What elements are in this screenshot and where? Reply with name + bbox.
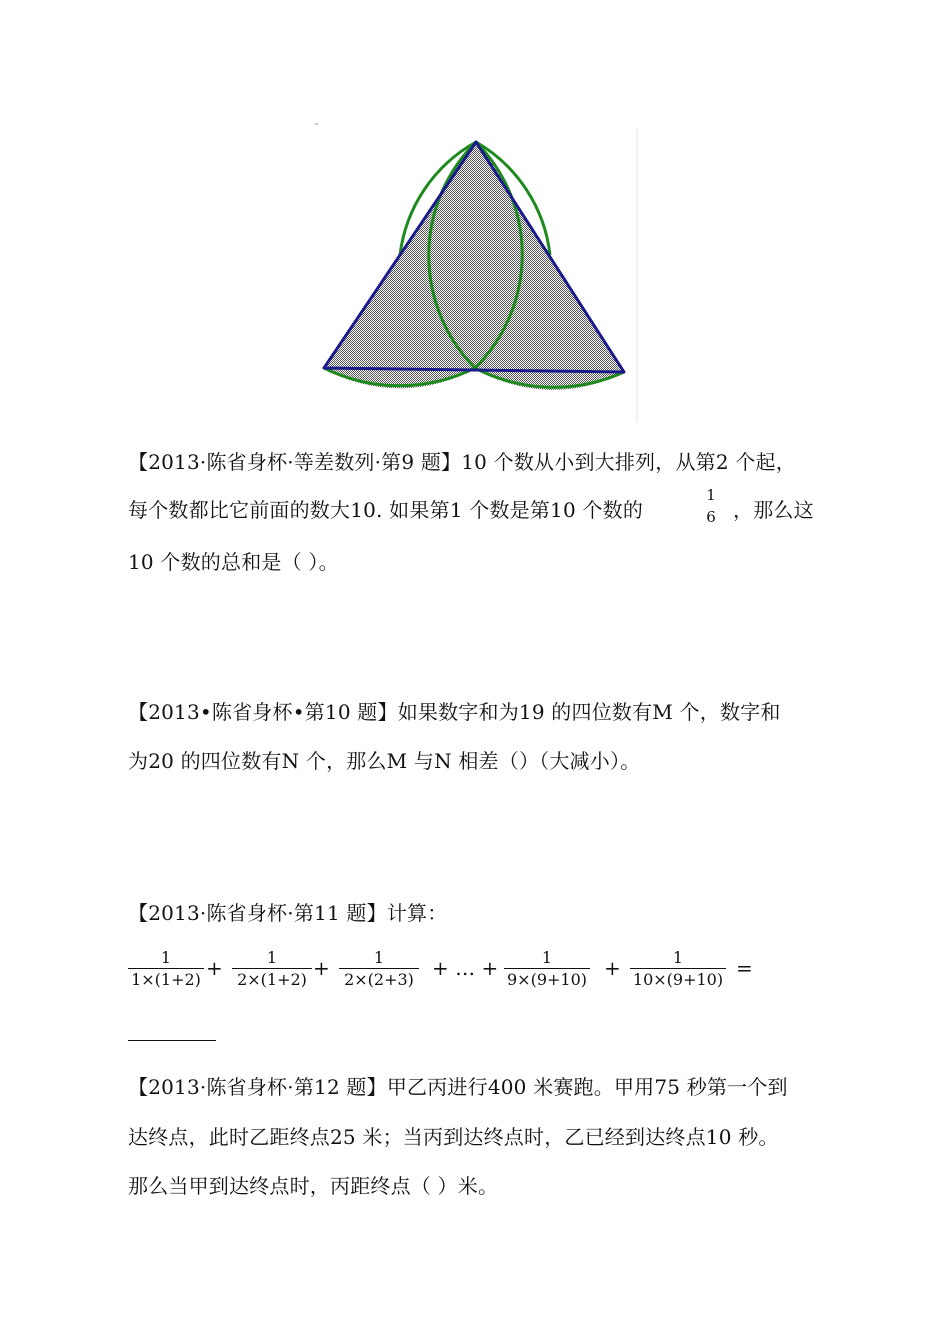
problem-12-line-2: 达终点，此时乙距终点25 米；当丙到达终点时，乙已经到达终点10 秒。 bbox=[128, 1125, 779, 1149]
problem-9-line-3: 10 个数的总和是（ ）。 bbox=[128, 550, 339, 574]
ellipsis-plus: + … + bbox=[432, 956, 499, 980]
problem-11-line-1: 【2013·陈省身杯·第11 题】计算： bbox=[128, 901, 448, 925]
problem-10-line-1: 【2013•陈省身杯•第10 题】如果数字和为19 的四位数有M 个，数字和 bbox=[128, 700, 781, 724]
plus-sign-1: + bbox=[206, 956, 223, 980]
problem-12-line-1: 【2013·陈省身杯·第12 题】甲乙丙进行400 米赛跑。甲用75 秒第一个到 bbox=[128, 1075, 788, 1099]
answer-blank bbox=[128, 1040, 216, 1041]
fraction-term-2: 1 2×(1+2) bbox=[232, 948, 312, 989]
plus-sign-3: + bbox=[604, 956, 621, 980]
problem-9-line-2a: 每个数都比它前面的数大10. 如果第1 个数是第10 个数的 bbox=[128, 498, 644, 522]
fraction-term-10: 1 10×(9+10) bbox=[630, 948, 726, 989]
problem-10-line-2: 为20 的四位数有N 个，那么M 与N 相差（）（大减小）。 bbox=[128, 749, 641, 773]
problem-9-line-1: 【2013·陈省身杯·等差数列·第9 题】10 个数从小到大排列，从第2 个起， bbox=[128, 450, 796, 474]
problem-9-line-2b: ，那么这 bbox=[733, 498, 814, 522]
fraction-term-9: 1 9×(9+10) bbox=[504, 948, 590, 989]
fraction-term-3: 1 2×(2+3) bbox=[339, 948, 419, 989]
equals-sign: = bbox=[736, 956, 753, 980]
plus-sign-2: + bbox=[313, 956, 330, 980]
fraction-term-1: 1 1×(1+2) bbox=[128, 948, 204, 989]
problem-12-line-3: 那么当甲到达终点时，丙距终点（ ）米。 bbox=[128, 1174, 499, 1198]
fraction-one-sixth: 1 6 bbox=[706, 486, 716, 526]
geometry-figure bbox=[300, 110, 650, 430]
